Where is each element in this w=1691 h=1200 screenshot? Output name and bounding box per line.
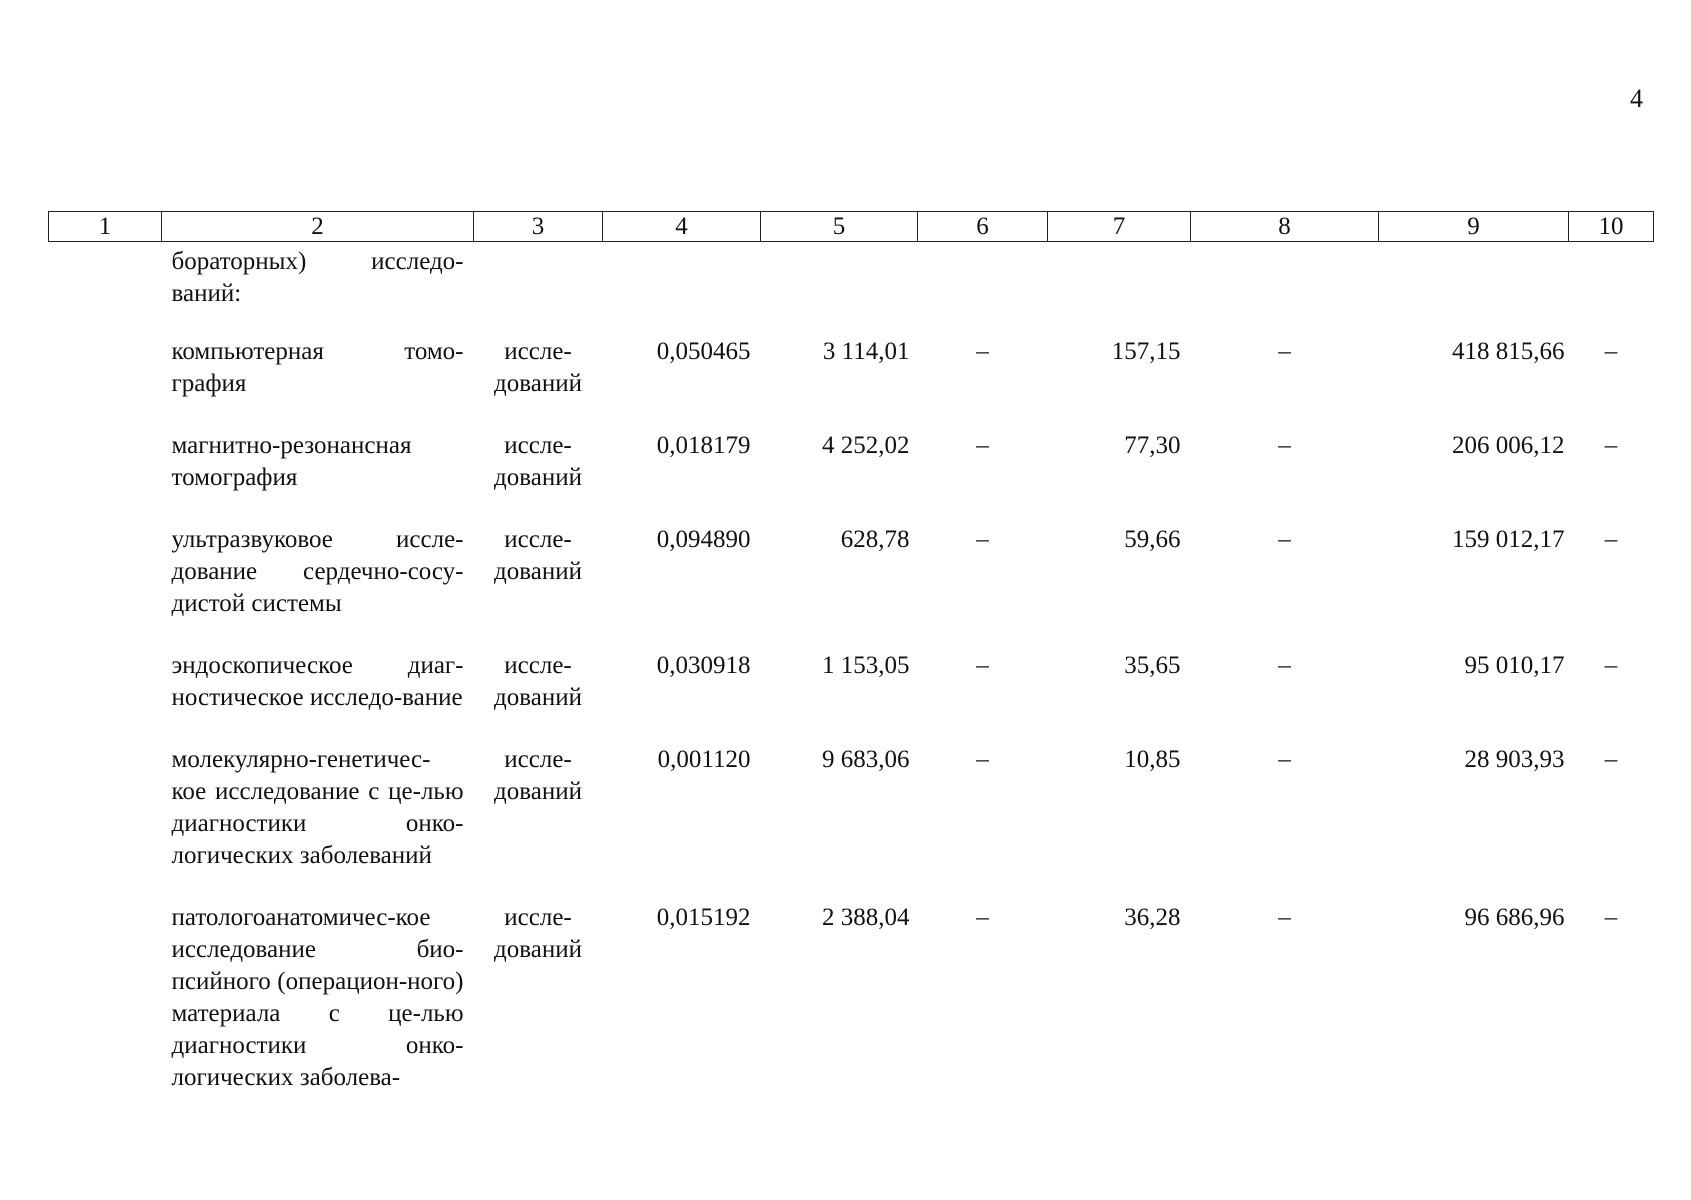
value-col-10: – — [1604, 338, 1618, 365]
value-col-9: 28 903,93 — [1464, 746, 1565, 773]
continuation-row — [49, 242, 1654, 331]
value-col-7: 77,30 — [1124, 432, 1181, 459]
table-row — [49, 644, 1654, 738]
table-row — [49, 424, 1654, 518]
value-col-7: 59,66 — [1124, 526, 1181, 553]
column-header: 6 — [918, 212, 1048, 242]
column-header: 5 — [761, 212, 918, 242]
column-header: 9 — [1379, 212, 1569, 242]
unit-cell: иссле-дований — [494, 652, 582, 711]
value-col-10: – — [1604, 432, 1618, 459]
service-name: эндоскопическое диаг-ностическое исследо-вание — [171, 652, 464, 711]
value-col-4: 0,030918 — [656, 652, 751, 679]
column-header: 4 — [603, 212, 761, 242]
value-col-9: 96 686,96 — [1464, 904, 1565, 931]
value-col-4: 0,018179 — [656, 432, 751, 459]
table-row — [49, 518, 1654, 644]
value-col-8: – — [1278, 526, 1291, 553]
value-col-5: 9 683,06 — [822, 746, 910, 773]
column-header: 3 — [474, 212, 603, 242]
table-row — [49, 330, 1654, 424]
value-col-6: – — [976, 904, 989, 931]
value-col-10: – — [1604, 652, 1618, 679]
value-col-7: 36,28 — [1124, 904, 1181, 931]
column-header: 2 — [162, 212, 474, 242]
column-header: 1 — [49, 212, 162, 242]
value-col-8: – — [1278, 432, 1291, 459]
value-col-5: 628,78 — [840, 526, 910, 553]
value-col-6: – — [976, 652, 989, 679]
value-col-10: – — [1604, 746, 1618, 773]
column-number-header-row — [49, 212, 1654, 242]
value-col-5: 3 114,01 — [822, 338, 910, 365]
value-col-4: 0,050465 — [656, 338, 751, 365]
value-col-5: 2 388,04 — [822, 904, 910, 931]
value-col-6: – — [976, 338, 989, 365]
value-col-9: 95 010,17 — [1464, 652, 1565, 679]
column-header: 8 — [1191, 212, 1379, 242]
value-col-8: – — [1278, 652, 1291, 679]
unit-cell: иссле-дований — [494, 432, 582, 491]
value-col-6: – — [976, 526, 989, 553]
value-col-6: – — [976, 432, 989, 459]
services-table — [48, 211, 1654, 1118]
service-name: ультразвуковое иссле-дование сердечно-сосу-дистой системы — [171, 526, 464, 617]
unit-cell: иссле-дований — [494, 338, 582, 397]
value-col-8: – — [1278, 746, 1291, 773]
page-number: 4 — [1630, 84, 1643, 113]
service-name: молекулярно-генетичес-кое исследование с це-лью диагностики онко-логических заболеваний — [171, 746, 464, 869]
table-row — [49, 738, 1654, 896]
column-header: 10 — [1569, 212, 1654, 242]
service-name: магнитно-резонансная томография — [171, 432, 412, 491]
value-col-8: – — [1278, 904, 1291, 931]
column-header: 7 — [1048, 212, 1191, 242]
unit-cell: иссле-дований — [494, 746, 582, 805]
service-name: компьютерная томо-графия — [171, 338, 464, 397]
value-col-7: 157,15 — [1111, 338, 1181, 365]
value-col-10: – — [1604, 904, 1618, 931]
value-col-4: 0,015192 — [656, 904, 751, 931]
value-col-6: – — [976, 746, 989, 773]
value-col-5: 4 252,02 — [822, 432, 910, 459]
value-col-9: 418 815,66 — [1452, 338, 1565, 365]
value-col-7: 10,85 — [1124, 746, 1181, 773]
value-col-8: – — [1278, 338, 1291, 365]
value-col-10: – — [1604, 526, 1618, 553]
value-col-4: 0,094890 — [656, 526, 751, 553]
service-name: патологоанатомичес-кое исследование био-псийного (операцион-ного) материала с це-лью диагностики онко-логических заболева- — [171, 904, 464, 1091]
unit-cell: иссле-дований — [494, 904, 582, 963]
table-row — [49, 896, 1654, 1118]
unit-cell: иссле-дований — [494, 526, 582, 585]
service-name: бораторных) исследо-ваний: — [171, 248, 464, 307]
value-col-5: 1 153,05 — [822, 652, 910, 679]
value-col-9: 206 006,12 — [1452, 432, 1565, 459]
value-col-4: 0,001120 — [657, 746, 751, 773]
value-col-9: 159 012,17 — [1452, 526, 1565, 553]
value-col-7: 35,65 — [1124, 652, 1181, 679]
